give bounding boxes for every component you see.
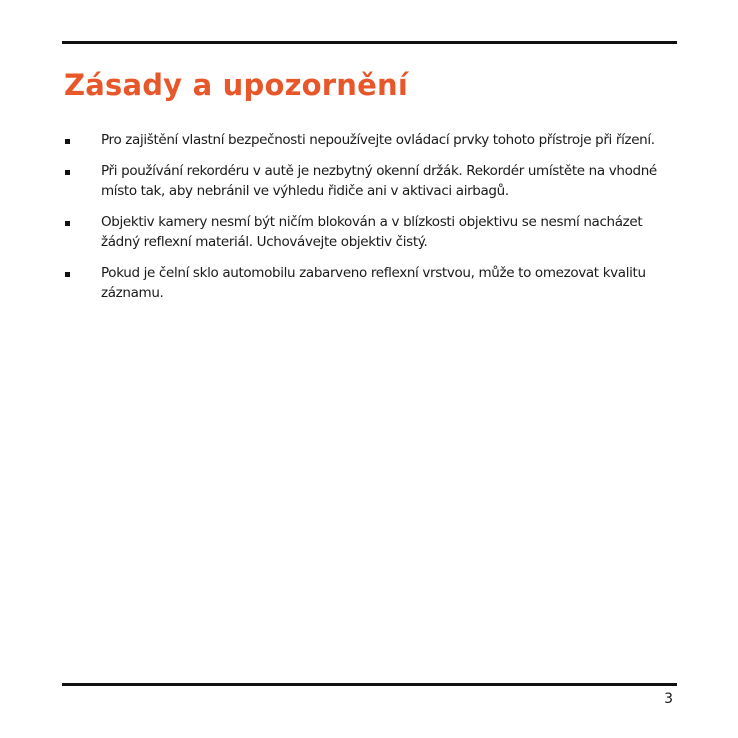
page-number: 3 [664,691,673,707]
bullet-list [64,130,676,314]
top-rule [62,41,677,44]
list-item-text: Pro zajištění vlastní bezpečnosti nepoužívejte ovládací prvky tohoto přístroje při řízení. [101,132,655,148]
list-item [64,263,676,303]
square-bullet-icon [65,170,70,175]
bottom-rule [62,683,677,686]
square-bullet-icon [65,272,70,277]
list-item-text: Objektiv kamery nesmí být ničím blokován a v blízkosti objektivu se nesmí nacházet žádný reflexní materiál. Uchovávejte objektiv čistý. [101,214,643,250]
square-bullet-icon [65,221,70,226]
page-title: Zásady a upozornění [64,68,408,102]
square-bullet-icon [65,139,70,144]
list-item [64,161,676,201]
list-item-text: Při používání rekordéru v autě je nezbytný okenní držák. Rekordér umístěte na vhodné místo tak, aby nebránil ve výhledu řidiče ani v aktivaci airbagů. [101,163,657,199]
list-item-text: Pokud je čelní sklo automobilu zabarveno reflexní vrstvou, může to omezovat kvalitu záznamu. [101,265,646,301]
list-item [64,130,676,150]
list-item [64,212,676,252]
